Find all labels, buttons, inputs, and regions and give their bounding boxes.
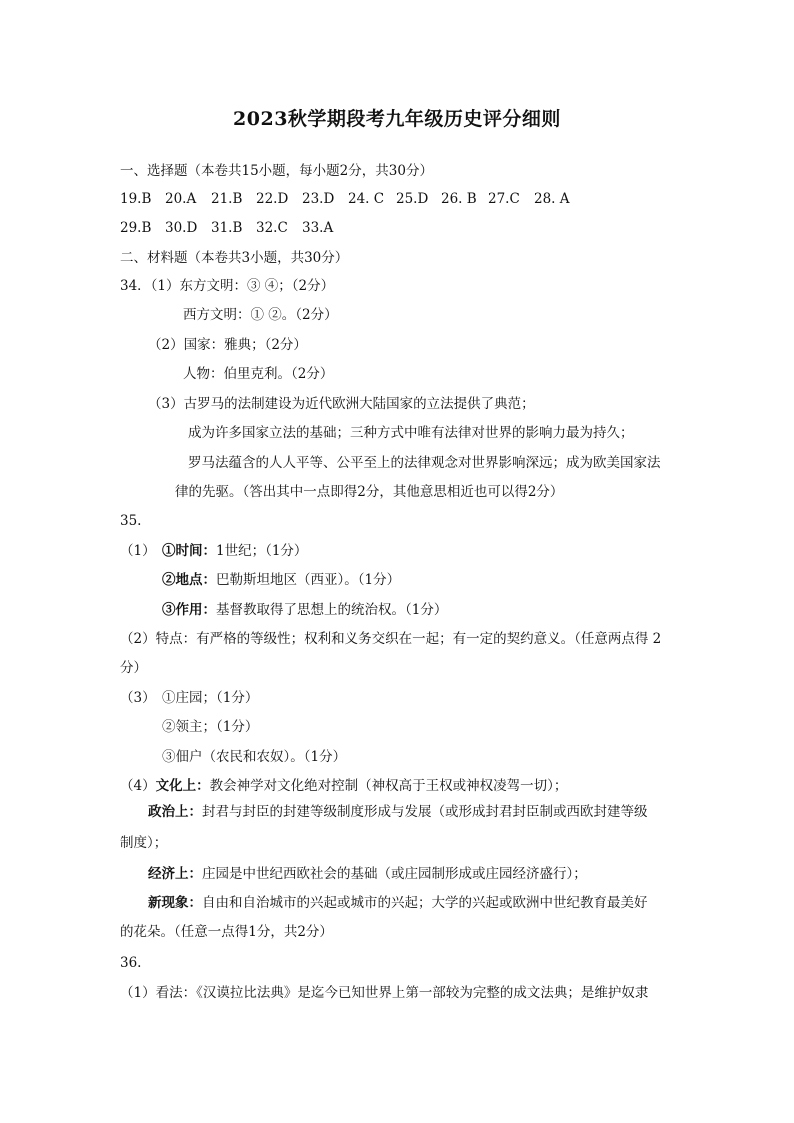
value-text: 1世纪；（1分） bbox=[216, 543, 308, 559]
part-label: （4） bbox=[120, 778, 156, 794]
value-text: 教会神学对文化绝对控制（神权高于王权或神权凌驾一切）； bbox=[209, 778, 568, 794]
q35-part1-label: （1） bbox=[120, 543, 156, 559]
q35-part2-line: 分） bbox=[120, 660, 147, 676]
q34-line: （3）古罗马的法制建设为近代欧洲大陆国家的立法提供了典范； bbox=[148, 396, 535, 412]
answer-row-2 bbox=[120, 218, 333, 238]
answer-item: 30.D bbox=[165, 220, 198, 236]
answer-item: 20.A bbox=[165, 191, 197, 207]
answer-item: 27.C bbox=[488, 191, 520, 207]
answer-item: 21.B bbox=[211, 191, 243, 207]
q35-part4-new bbox=[148, 893, 648, 913]
value-text: 巴勒斯坦地区（西亚）。（1分） bbox=[216, 572, 401, 588]
key-label: ③作用： bbox=[162, 602, 216, 618]
q35-part3-item: ①庄园；（1分） bbox=[162, 690, 259, 706]
q35-part1-c bbox=[162, 600, 447, 620]
q35-part1-a bbox=[162, 541, 307, 561]
answer-item: 25.D bbox=[396, 191, 429, 207]
key-label: 新现象： bbox=[148, 895, 202, 911]
q35-part2-line: （2）特点：有严格的等级性；权利和义务交织在一起；有一定的契约意义。（任意两点得 2 bbox=[120, 631, 662, 647]
q35-number: 35. bbox=[120, 513, 142, 529]
value-text: 自由和自治城市的兴起或城市的兴起；大学的兴起或欧洲中世纪教育最美好 bbox=[202, 895, 648, 911]
value-text: 庄园是中世纪西欧社会的基础（或庄园制形成或庄园经济盛行）； bbox=[202, 866, 587, 882]
key-label: 经济上： bbox=[148, 866, 202, 882]
q35-part4-politics-cont: 制度）； bbox=[120, 835, 168, 851]
q34-line: 西方文明：① ②。（2分） bbox=[183, 307, 338, 323]
answer-item: 26. B bbox=[441, 191, 477, 207]
q35-part4-new-cont: 的花朵。（任意一点得1分，共2分） bbox=[120, 924, 333, 940]
answer-item: 29.B bbox=[120, 220, 152, 236]
q34-line: （2）国家：雅典；（2分） bbox=[148, 337, 307, 353]
q36-line: （1）看法：《汉谟拉比法典》是迄今已知世界上第一部较为完整的成文法典；是维护奴隶 bbox=[120, 985, 649, 1001]
answer-item: 24. C bbox=[348, 191, 385, 207]
q35-part3-label: （3） bbox=[120, 690, 156, 706]
q35-part4-politics bbox=[148, 802, 648, 822]
q36-number: 36. bbox=[120, 955, 142, 971]
section1-heading: 一、选择题（本卷共15小题，每小题2分，共30分） bbox=[120, 163, 433, 179]
q34-line: 律的先驱。（答出其中一点即得2分，其他意思相近也可以得2分） bbox=[175, 484, 564, 500]
key-label: 政治上： bbox=[148, 804, 202, 820]
q34-line: 34．（1）东方文明：③ ④；（2分） bbox=[120, 278, 335, 294]
key-label: ①时间： bbox=[162, 543, 216, 559]
q34-line: 成为许多国家立法的基础；三种方式中唯有法律对世界的影响力最为持久； bbox=[188, 425, 634, 441]
key-label: 文化上： bbox=[155, 778, 210, 794]
q35-part1-b bbox=[162, 570, 400, 590]
answer-item: 31.B bbox=[211, 220, 243, 236]
q35-part3-item: ③佃户（农民和农奴）。（1分） bbox=[162, 749, 347, 765]
q35-part3-item: ②领主；（1分） bbox=[162, 719, 259, 735]
answer-item: 22.D bbox=[256, 191, 289, 207]
answer-item: 23.D bbox=[302, 191, 335, 207]
q35-part4-economy bbox=[148, 864, 587, 884]
answer-row-1 bbox=[120, 189, 570, 209]
q34-line: 罗马法蕴含的人人平等、公平至上的法律观念对世界影响深远；成为欧美国家法 bbox=[188, 455, 661, 471]
section2-heading: 二、材料题（本卷共3小题，共30分） bbox=[120, 250, 349, 266]
q34-line: 人物：伯里克利。（2分） bbox=[183, 366, 334, 382]
key-label: ②地点： bbox=[162, 572, 216, 588]
answer-item: 19.B bbox=[120, 191, 152, 207]
answer-item: 32.C bbox=[256, 220, 288, 236]
answer-item: 28. A bbox=[534, 191, 570, 207]
value-text: 封君与封臣的封建等级制度形成与发展（或形成封君封臣制或西欧封建等级 bbox=[202, 804, 648, 820]
page-title: 2023秋学期段考九年级历史评分细则 bbox=[233, 108, 561, 130]
q35-part4-culture bbox=[120, 776, 567, 796]
value-text: 基督教取得了思想上的统治权。（1分） bbox=[216, 602, 448, 618]
answer-item: 33.A bbox=[302, 220, 334, 236]
